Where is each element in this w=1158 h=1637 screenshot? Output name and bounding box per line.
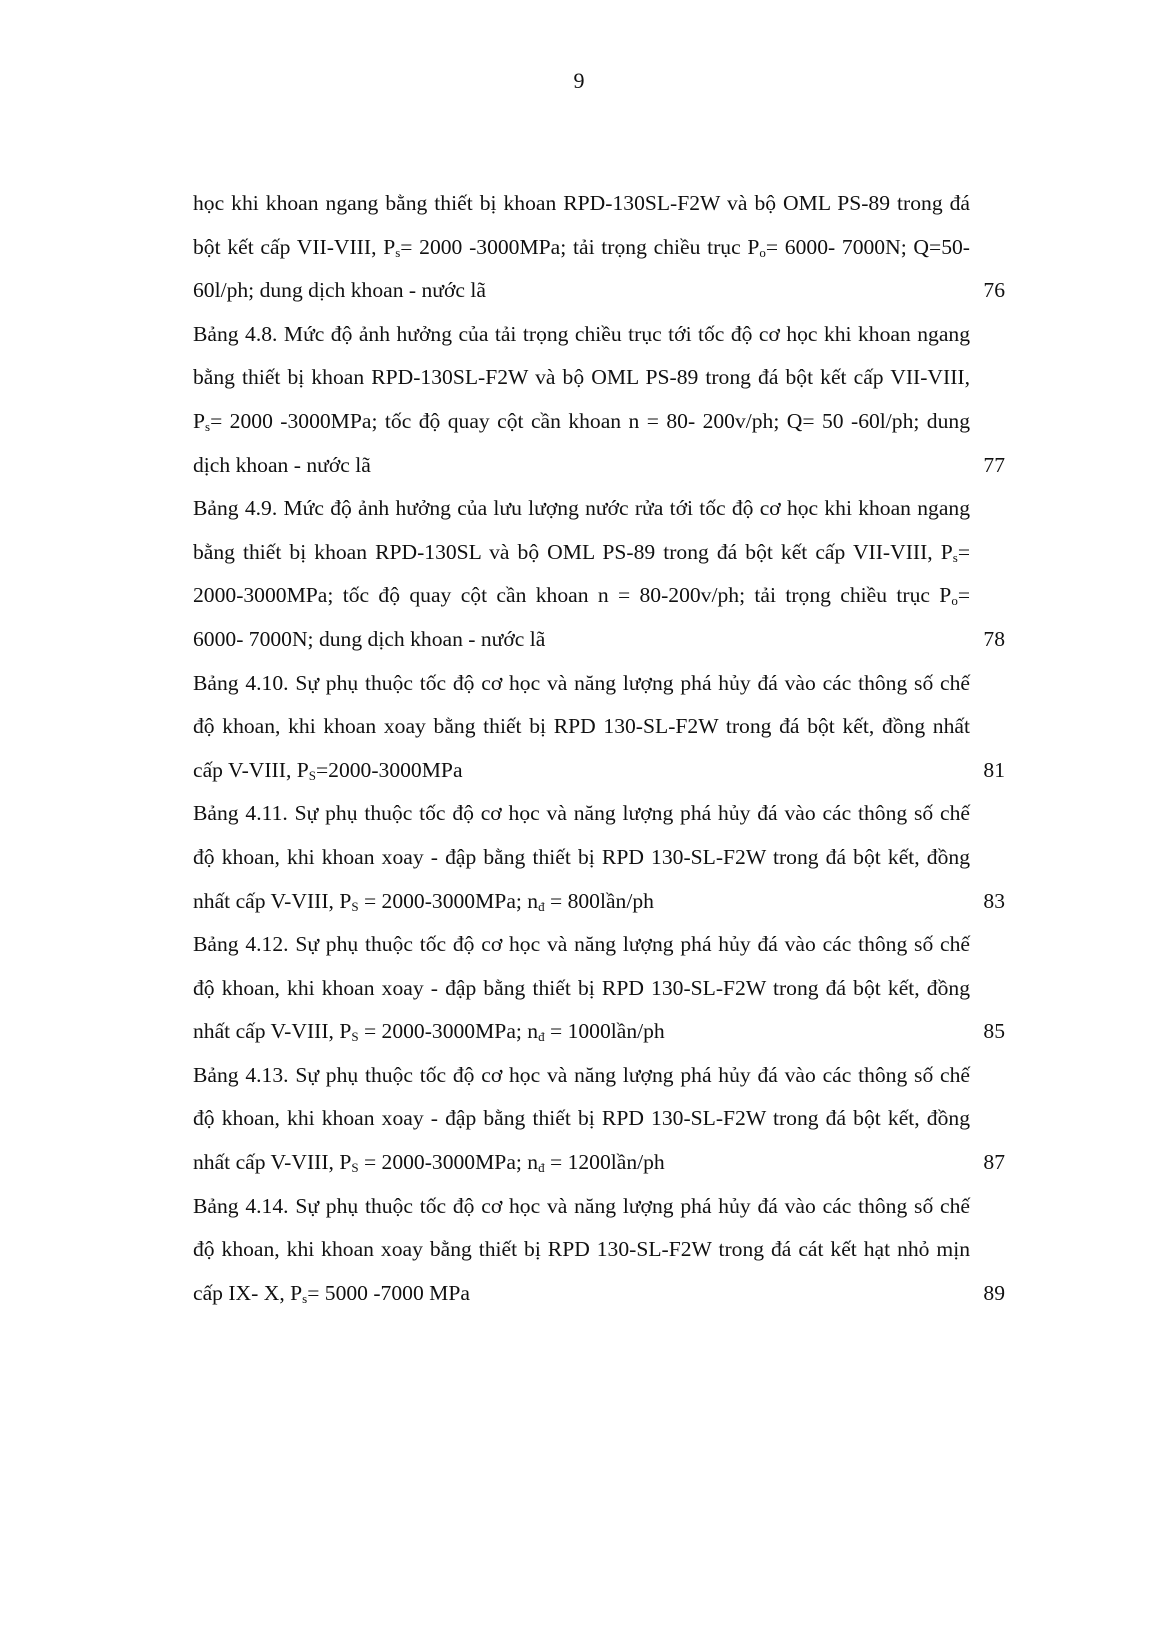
toc-entry-title	[193, 662, 970, 793]
toc-entry-text: = 1200lần/ph	[544, 1150, 665, 1175]
toc-entry-page-number: 77	[983, 452, 1005, 477]
subscript: đ	[538, 1029, 545, 1045]
toc-entry-text: = 2000-3000MPa; n	[358, 1019, 539, 1044]
subscript: s	[952, 549, 958, 565]
page-number: 9	[573, 68, 585, 93]
toc-entry-title	[193, 792, 970, 923]
toc-entry-page-number: 89	[983, 1280, 1005, 1305]
toc-entry-title	[193, 182, 970, 313]
toc-entry-text: học khi khoan ngang bằng thiết bị khoan RPD-130SL-F2W và bộ OML PS-89 trong đá bột kết cấp VII-VIII, P	[193, 191, 970, 259]
toc-entry	[193, 182, 1005, 313]
toc-entry-page-number: 83	[983, 888, 1005, 913]
toc-entry-text: Bảng 4.13. Sự phụ thuộc tốc độ cơ học và năng lượng phá hủy đá vào các thông số chế độ khoan, khi khoan xoay - đập bằng thiết bị RPD 130-SL-F2W trong đá bột kết, đồng nhất cấp V-VIII, P	[193, 1062, 970, 1175]
toc-entry-text: Bảng 4.10. Sự phụ thuộc tốc độ cơ học và năng lượng phá hủy đá vào các thông số chế độ khoan, khi khoan xoay bằng thiết bị RPD 130-SL-F2W trong đá bột kết, đồng nhất cấp V-VIII, P	[193, 670, 970, 782]
toc-entry-text: Bảng 4.12. Sự phụ thuộc tốc độ cơ học và năng lượng phá hủy đá vào các thông số chế độ khoan, khi khoan xoay - đập bằng thiết bị RPD 130-SL-F2W trong đá bột kết, đồng nhất cấp V-VIII, P	[193, 932, 970, 1044]
subscript: s	[395, 244, 401, 260]
toc-entry-page-number: 76	[983, 278, 1005, 303]
toc-entry-text: = 6000- 7000N; dung dịch khoan - nước lã	[193, 583, 970, 651]
toc-entry-page-number: 81	[983, 757, 1005, 782]
subscript: s	[205, 418, 211, 434]
subscript: o	[951, 593, 958, 609]
toc-entry-page-number: 85	[983, 1019, 1005, 1044]
subscript: S	[351, 898, 359, 914]
toc-entry-text: Bảng 4.14. Sự phụ thuộc tốc độ cơ học và năng lượng phá hủy đá vào các thông số chế độ khoan, khi khoan xoay bằng thiết bị RPD 130-SL-F2W trong đá cát kết hạt nhỏ mịn cấp IX- X, P	[193, 1193, 970, 1305]
toc-entry-title	[193, 313, 970, 487]
toc-entry-text: = 2000-3000MPa; n	[358, 1150, 539, 1175]
table-of-tables-list	[193, 182, 1005, 1315]
subscript: đ	[538, 1160, 545, 1176]
toc-entry-text: = 2000 -3000MPa; tải trọng chiều trục P	[400, 234, 760, 259]
toc-entry-title	[193, 1185, 970, 1316]
subscript: S	[351, 1029, 359, 1045]
toc-entry-text: Bảng 4.9. Mức độ ảnh hưởng của lưu lượng nước rửa tới tốc độ cơ học khi khoan ngang bằng thiết bị khoan RPD-130SL và bộ OML PS-89 trong đá bột kết cấp VII-VIII, P	[193, 496, 970, 564]
subscript: o	[759, 244, 766, 260]
toc-entry-page-number: 78	[983, 626, 1005, 651]
toc-entry-title	[193, 923, 970, 1054]
toc-entry-text: = 2000-3000MPa; tốc độ quay cột cần khoan n = 80-200v/ph; tải trọng chiều trục P	[193, 539, 970, 608]
toc-entry	[193, 662, 1005, 793]
subscript: đ	[538, 898, 545, 914]
toc-entry-text: Bảng 4.8. Mức độ ảnh hưởng của tải trọng chiều trục tới tốc độ cơ học khi khoan ngang bằng thiết bị khoan RPD-130SL-F2W và bộ OML PS-89 trong đá bột kết cấp VII-VIII, P	[193, 321, 970, 433]
toc-entry	[193, 1054, 1005, 1185]
toc-entry-title	[193, 487, 970, 661]
toc-entry	[193, 487, 1005, 661]
toc-entry-text: =2000-3000MPa	[315, 757, 463, 782]
subscript: s	[302, 1290, 308, 1306]
toc-entry-text: = 800lần/ph	[544, 888, 654, 913]
subscript: S	[351, 1160, 359, 1176]
toc-entry-page-number: 87	[983, 1150, 1005, 1175]
toc-entry-text: = 2000 -3000MPa; tốc độ quay cột cần khoan n = 80- 200v/ph; Q= 50 -60l/ph; dung dịch khoan - nước lã	[193, 408, 970, 477]
subscript: S	[308, 767, 316, 783]
toc-entry	[193, 792, 1005, 923]
toc-entry-text: Bảng 4.11. Sự phụ thuộc tốc độ cơ học và năng lượng phá hủy đá vào các thông số chế độ khoan, khi khoan xoay - đập bằng thiết bị RPD 130-SL-F2W trong đá bột kết, đồng nhất cấp V-VIII, P	[193, 801, 970, 913]
toc-entry	[193, 923, 1005, 1054]
toc-entry-text: = 1000lần/ph	[544, 1019, 665, 1044]
toc-entry	[193, 1185, 1005, 1316]
toc-entry-title	[193, 1054, 970, 1185]
toc-entry-text: = 6000- 7000N; Q=50-60l/ph; dung dịch khoan - nước lã	[193, 234, 970, 303]
toc-entry-text: = 5000 -7000 MPa	[307, 1280, 470, 1305]
toc-entry-text: = 2000-3000MPa; n	[358, 888, 539, 913]
toc-entry	[193, 313, 1005, 487]
